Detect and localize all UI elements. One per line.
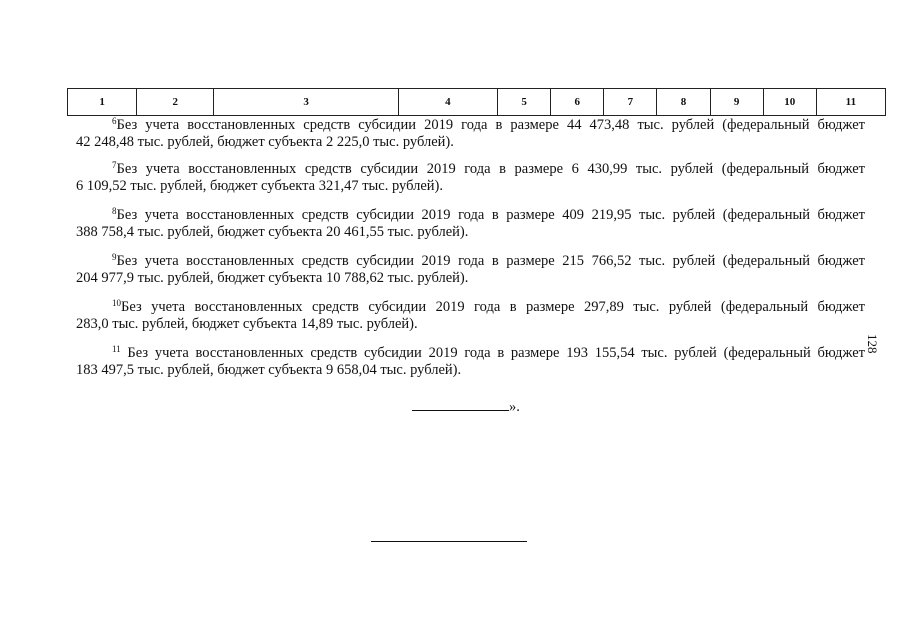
closing-mark xyxy=(412,398,520,416)
footnote-text-cont: 204 977,9 тыс. рублей, бюджет субъекта 10 788,62 тыс. рублей). xyxy=(76,270,469,286)
footnote-8 xyxy=(76,207,865,241)
table-header-row xyxy=(67,88,886,116)
column-number: 10 xyxy=(763,89,816,116)
footnote-10 xyxy=(76,299,865,333)
closing-underline xyxy=(412,398,509,411)
page-number: 128 xyxy=(865,334,880,354)
column-number: 2 xyxy=(137,89,214,116)
footnote-text: Без учета восстановленных средств субсидии 2019 года в размере 193 155,54 тыс. рублей (федеральный бюджет xyxy=(120,345,865,361)
footnote-text-cont: 388 758,4 тыс. рублей, бюджет субъекта 20 461,55 тыс. рублей). xyxy=(76,224,469,240)
footnote-marker: 11 xyxy=(112,344,121,354)
footnote-marker: 8 xyxy=(112,206,117,216)
footnote-text: Без учета восстановленных средств субсидии 2019 года в размере 409 219,95 тыс. рублей (федеральный бюджет xyxy=(116,207,865,223)
column-number: 3 xyxy=(214,89,398,116)
column-number: 7 xyxy=(604,89,657,116)
column-number: 5 xyxy=(498,89,551,116)
column-number: 9 xyxy=(710,89,763,116)
footnote-text: Без учета восстановленных средств субсидии 2019 года в размере 44 473,48 тыс. рублей (федеральный бюджет xyxy=(116,117,865,133)
footnote-text-cont: 183 497,5 тыс. рублей, бюджет субъекта 9 658,04 тыс. рублей). xyxy=(76,362,462,378)
footnote-text: Без учета восстановленных средств субсидии 2019 года в размере 297,89 тыс. рублей (федеральный бюджет xyxy=(121,299,865,315)
separator-line xyxy=(371,541,527,542)
column-number: 6 xyxy=(551,89,604,116)
column-number: 4 xyxy=(398,89,497,116)
footnote-marker: 9 xyxy=(112,252,117,262)
footnote-text-cont: 283,0 тыс. рублей, бюджет субъекта 14,89 тыс. рублей). xyxy=(76,316,418,332)
footnote-text: Без учета восстановленных средств субсидии 2019 года в размере 215 766,52 тыс. рублей (федеральный бюджет xyxy=(116,253,865,269)
column-number: 11 xyxy=(816,89,885,116)
column-number: 8 xyxy=(657,89,710,116)
footnote-marker: 6 xyxy=(112,116,117,126)
footnote-6 xyxy=(76,117,865,151)
footnote-text-cont: 6 109,52 тыс. рублей, бюджет субъекта 321,47 тыс. рублей). xyxy=(76,178,443,194)
column-number: 1 xyxy=(68,89,137,116)
footnote-11 xyxy=(76,345,865,379)
footnote-text-cont: 42 248,48 тыс. рублей, бюджет субъекта 2 225,0 тыс. рублей). xyxy=(76,134,454,150)
footnote-text: Без учета восстановленных средств субсидии 2019 года в размере 6 430,99 тыс. рублей (федеральный бюджет xyxy=(116,161,865,177)
footnote-marker: 10 xyxy=(112,298,121,308)
footnote-7 xyxy=(76,161,865,195)
footnote-9 xyxy=(76,253,865,287)
closing-quote: ». xyxy=(509,399,520,415)
footnote-marker: 7 xyxy=(112,160,117,170)
